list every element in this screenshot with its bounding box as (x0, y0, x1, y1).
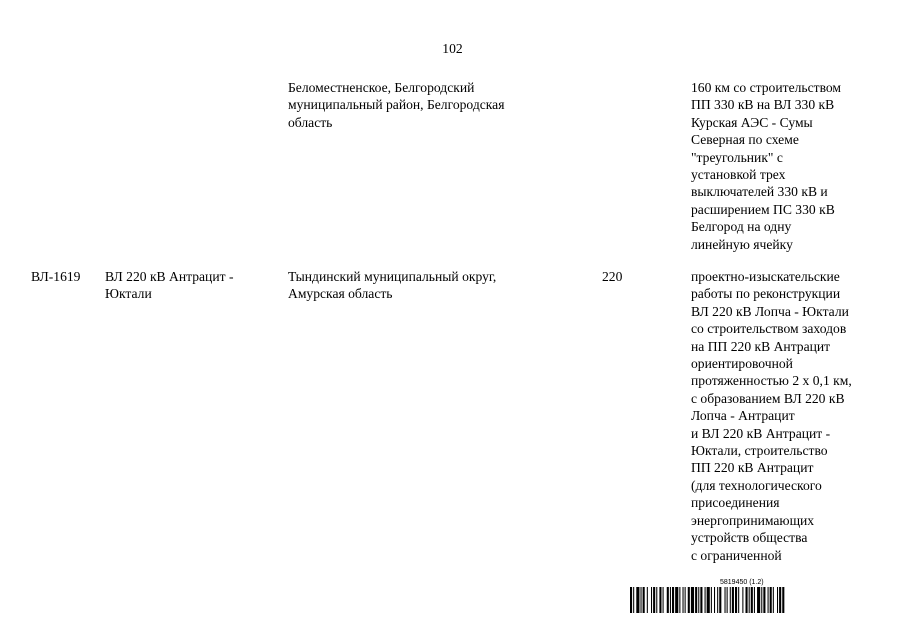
row-1-description-line: устройств общества (691, 530, 808, 546)
barcode-image (630, 587, 858, 613)
row-1-description-line: Лопча - Антрацит (691, 408, 795, 424)
row-1-description-line: с образованием ВЛ 220 кВ (691, 390, 845, 406)
row-1-description-line: энергопринимающих (691, 512, 815, 528)
row-1-code-text: ВЛ-1619 (31, 269, 81, 284)
row-0-description-line: Белгород на одну (691, 219, 792, 235)
row-0-description-line: расширением ПС 330 кВ (691, 201, 835, 217)
row-1-location-line: Тындинский муниципальный округ, (288, 269, 497, 284)
row-0-description (691, 79, 841, 253)
row-1-location (288, 268, 496, 303)
row-1-description-line: (для технологического (691, 477, 822, 493)
row-1-voltage (602, 268, 622, 285)
row-0-description-line: линейную ячейку (691, 236, 793, 252)
row-0-description-line: 160 км со строительством (691, 80, 842, 95)
row-1-description (691, 268, 852, 564)
row-1-location-line: Амурская область (288, 286, 393, 302)
row-1-description-line: протяженностью 2 х 0,1 км, (691, 373, 852, 389)
row-1-description-line: ориентировочной (691, 356, 793, 372)
row-0-location-line: Беломестненское, Белгородский (288, 80, 475, 95)
row-1-code (31, 268, 80, 285)
row-1-name-line: Юктали (105, 286, 152, 302)
row-0-description-line: ПП 330 кВ на ВЛ 330 кВ (691, 97, 835, 113)
barcode-caption: 5819450 (1.2) (720, 579, 764, 586)
row-1-description-line: на ПП 220 кВ Антрацит (691, 338, 831, 354)
row-1-description-line: работы по реконструкции (691, 286, 841, 302)
row-0-location-line: область (288, 114, 333, 130)
row-0-location-line: муниципальный район, Белгородская (288, 97, 505, 113)
row-1-description-line: присоединения (691, 495, 780, 511)
page-number: 102 (442, 41, 463, 56)
row-0-description-line: выключателей 330 кВ и (691, 184, 828, 200)
row-1-description-line: со строительством заходов (691, 321, 847, 337)
row-0-location (288, 79, 504, 131)
row-1-description-line: проектно-изыскательские (691, 269, 840, 284)
row-1-description-line: Юктали, строительство (691, 443, 828, 459)
row-1-voltage-text: 220 (602, 269, 623, 284)
row-1-description-line: ПП 220 кВ Антрацит (691, 460, 814, 476)
row-1-name-line: ВЛ 220 кВ Антрацит - (105, 269, 234, 284)
row-1-description-line: с ограниченной (691, 547, 782, 563)
row-0-description-line: установкой трех (691, 167, 786, 183)
row-1-name (105, 268, 233, 303)
row-0-description-line: Северная по схеме (691, 132, 799, 148)
row-0-description-line: "треугольник" с (691, 149, 783, 165)
row-1-description-line: ВЛ 220 кВ Лопча - Юктали (691, 303, 849, 319)
row-1-description-line: и ВЛ 220 кВ Антрацит - (691, 425, 831, 441)
row-0-description-line: Курская АЭС - Сумы (691, 114, 813, 130)
